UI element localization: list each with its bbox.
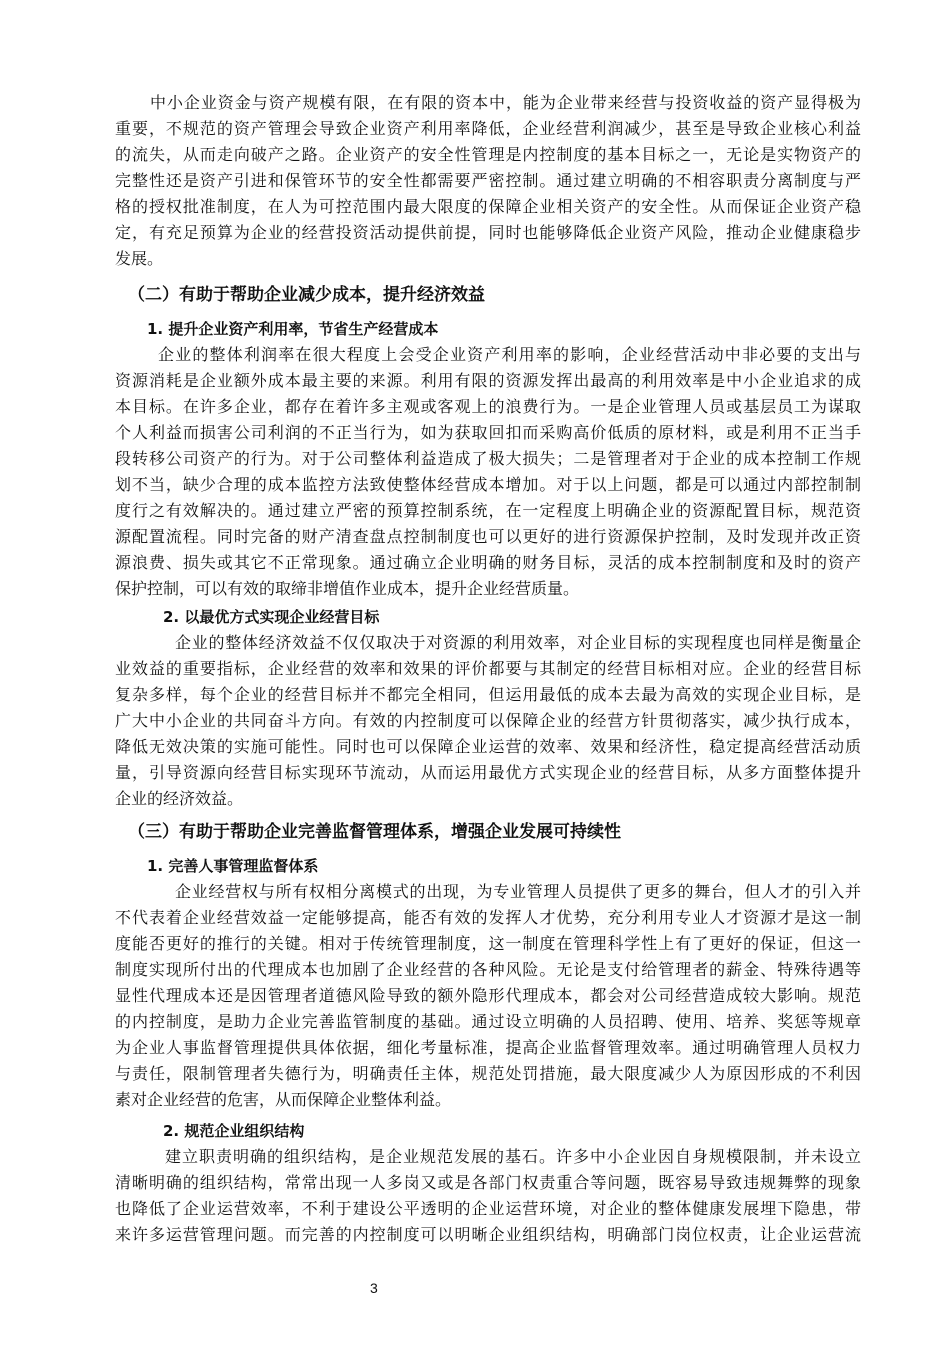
- text-line: 建立职责明确的组织结构，是企业规范发展的基石。许多中小企业因自身规模限制，并未设立: [165, 1147, 861, 1166]
- subheading-2-2: 2. 以最优方式实现企业经营目标: [163, 608, 380, 626]
- text-line: 资源消耗是企业额外成本最主要的来源。利用有限的资源发挥出最高的利用效率是中小企业追求的成: [115, 371, 861, 390]
- text-line: 中小企业资金与资产规模有限，在有限的资本中，能为企业带来经营与投资收益的资产显得极为: [150, 93, 861, 112]
- text-line: 清晰明确的组织结构，常常出现一人多岗又或是各部门权责重合等问题，既容易导致违规舞弊的现象: [115, 1173, 861, 1192]
- text-line: 度能否更好的推行的关键。相对于传统管理制度，这一制度在管理科学性上有了更好的保证，但这一: [115, 934, 861, 953]
- text-line: 企业的整体利润率在很大程度上会受企业资产利用率的影响，企业经营活动中非必要的支出与: [158, 345, 861, 364]
- text-line: 的流失，从而走向破产之路。企业资产的安全性管理是内控制度的基本目标之一，无论是实物资产的: [115, 145, 861, 164]
- text-line: 源配置流程。同时完备的财产清查盘点控制制度也可以更好的进行资源保护控制，及时发现并改正资: [115, 527, 861, 546]
- section-heading-3: （三）有助于帮助企业完善监督管理体系，增强企业发展可持续性: [128, 822, 621, 842]
- page-number: 3: [370, 1280, 378, 1296]
- paragraph-org-structure: [115, 1144, 861, 1248]
- text-line: 源浪费、损失或其它不正常现象。通过确立企业明确的财务目标，灵活的成本控制制度和及时的资产: [115, 553, 861, 572]
- text-line: 素对企业经营的危害，从而保障企业整体利益。: [115, 1090, 452, 1109]
- text-line: 也降低了企业运营效率，不利于建设公平透明的企业运营环境，对企业的整体健康发展埋下隐患，带: [115, 1199, 861, 1218]
- text-line: 显性代理成本还是因管理者道德风险导致的额外隐形代理成本，都会对公司经营造成较大影响。规范: [115, 986, 861, 1005]
- text-line: 复杂多样，每个企业的经营目标并不都完全相同，但运用最低的成本去最为高效的实现企业目标，是: [115, 685, 861, 704]
- text-line: 业效益的重要指标，企业经营的效率和效果的评价都要与其制定的经营目标相对应。企业的经营目标: [115, 659, 861, 678]
- text-line: 为企业人事监督管理提供具体依据，细化考量标准，提高企业监督管理效率。通过明确管理人员权力: [115, 1038, 861, 1057]
- paragraph-cost-saving: [115, 342, 861, 602]
- text-line: 广大中小企业的共同奋斗方向。有效的内控制度可以保障企业的经营方针贯彻落实，减少执行成本，: [115, 711, 861, 730]
- text-line: 划不当，缺少合理的成本监控方法致使整体经营成本增加。对于以上问题，都是可以通过内部控制制: [115, 475, 861, 494]
- text-line: 重要，不规范的资产管理会导致企业资产利用率降低，企业经营利润减少，甚至是导致企业核心利益: [115, 119, 861, 138]
- text-line: 不代表着企业经营效益一定能够提高，能否有效的发挥人才优势，充分利用专业人才资源才是这一制: [115, 908, 861, 927]
- text-line: 格的授权批准制度，在人为可控范围内最大限度的保障企业相关资产的安全性。从而保证企业资产稳: [115, 197, 861, 216]
- text-line: 保护控制，可以有效的取缔非增值作业成本，提升企业经营质量。: [115, 579, 580, 598]
- text-line: 定，有充足预算为企业的经营投资活动提供前提，同时也能够降低企业资产风险，推动企业健康稳步: [115, 223, 861, 242]
- text-line: 降低无效决策的实施可能性。同时也可以保障企业运营的效率、效果和经济性，稳定提高经营活动质: [115, 737, 861, 756]
- subheading-3-2: 2. 规范企业组织结构: [163, 1122, 305, 1140]
- paragraph-asset-safety: [115, 90, 861, 272]
- text-line: 度行之有效解决的。通过建立严密的预算控制系统，在一定程度上明确企业的资源配置目标，规范资: [115, 501, 861, 520]
- text-line: 发展。: [115, 249, 164, 268]
- section-heading-2: （二）有助于帮助企业减少成本，提升经济效益: [128, 285, 485, 305]
- text-line: 本目标。在许多企业，都存在着许多主观或客观上的浪费行为。一是企业管理人员或基层员工为谋取: [115, 397, 861, 416]
- text-line: 量，引导资源向经营目标实现环节流动，从而运用最优方式实现企业的经营目标，从多方面整体提升: [115, 763, 861, 782]
- text-line: 与责任，限制管理者失德行为，明确责任主体，规范处罚措施，最大限度减少人为原因形成的不利因: [115, 1064, 861, 1083]
- text-line: 企业的经济效益。: [115, 789, 244, 808]
- text-line: 的内控制度，是助力企业完善监管制度的基础。通过设立明确的人员招聘、使用、培养、奖惩等规章: [115, 1012, 861, 1031]
- text-line: 企业经营权与所有权相分离模式的出现，为专业管理人员提供了更多的舞台，但人才的引入并: [175, 882, 861, 901]
- subheading-3-1: 1. 完善人事管理监督体系: [147, 857, 319, 875]
- paragraph-business-goals: [115, 630, 861, 812]
- text-line: 段转移公司资产的行为。对于公司整体利益造成了极大损失；二是管理者对于企业的成本控制工作规: [115, 449, 861, 468]
- text-line: 制度实现所付出的代理成本也加剧了企业经营的各种风险。无论是支付给管理者的薪金、特殊待遇等: [115, 960, 861, 979]
- text-line: 个人利益而损害公司利润的不正当行为，如为获取回扣而采购高价低质的原材料，或是利用不正当手: [115, 423, 861, 442]
- subheading-2-1: 1. 提升企业资产利用率，节省生产经营成本: [147, 320, 439, 338]
- paragraph-hr-supervision: [115, 879, 861, 1113]
- text-line: 完整性还是资产引进和保管环节的安全性都需要严密控制。通过建立明确的不相容职责分离制度与严: [115, 171, 861, 190]
- text-line: 企业的整体经济效益不仅仅取决于对资源的利用效率，对企业目标的实现程度也同样是衡量企: [175, 633, 861, 652]
- text-line: 来许多运营管理问题。而完善的内控制度可以明晰企业组织结构，明确部门岗位权责，让企业运营流: [115, 1225, 861, 1244]
